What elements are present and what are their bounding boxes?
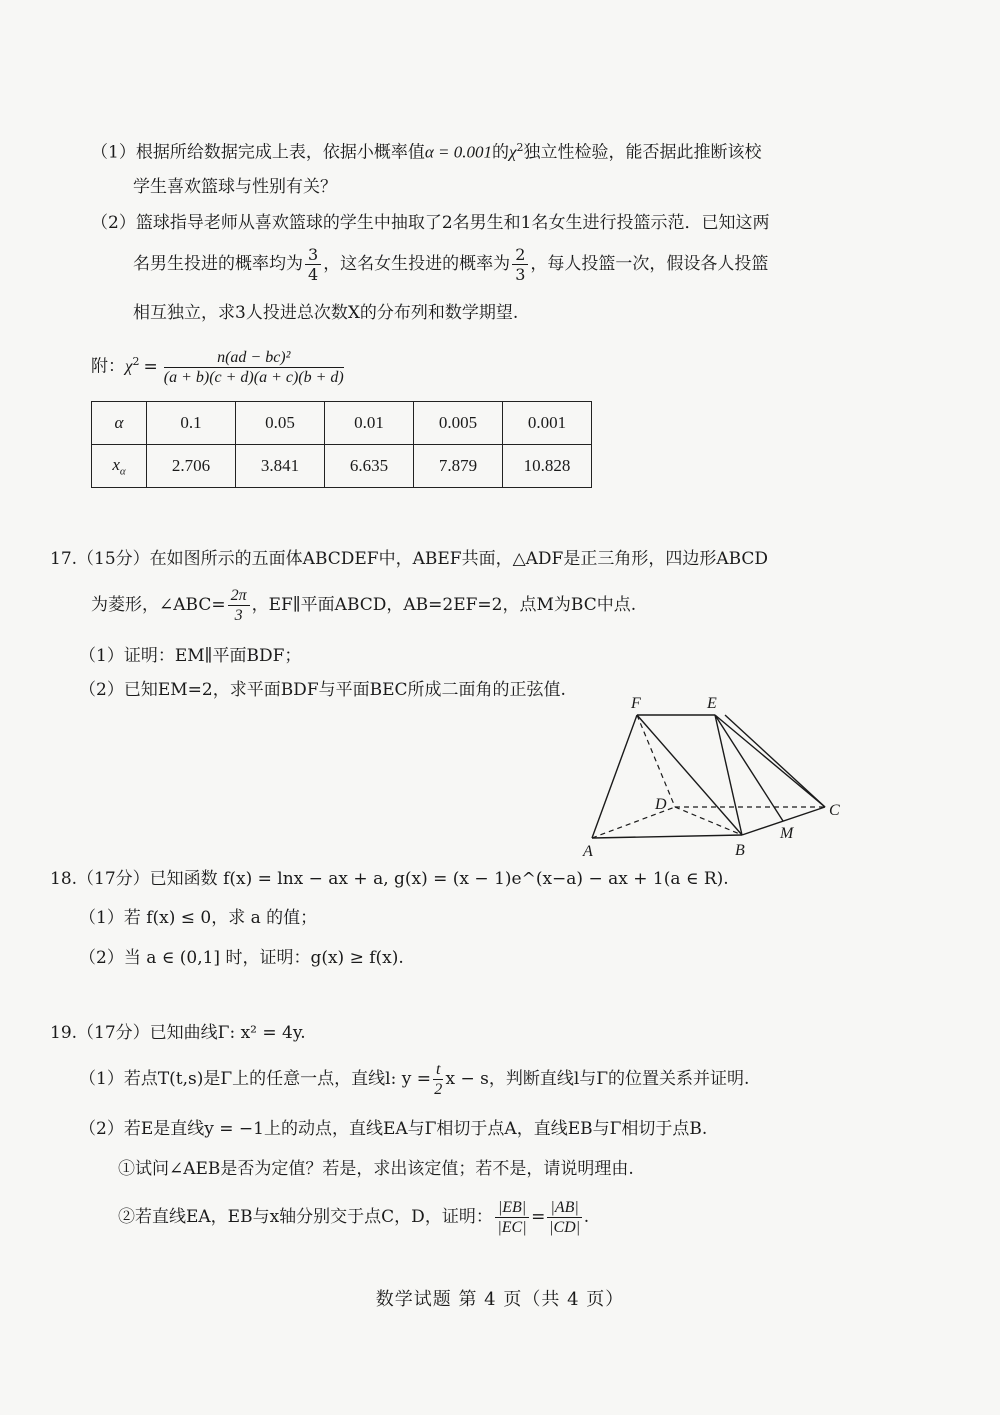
table-cell: 10.828 — [503, 445, 592, 488]
fraction-denominator: 2 — [434, 1081, 443, 1098]
q17-line2 — [91, 584, 636, 626]
formula-numerator: n(ad − bc)² — [164, 348, 344, 368]
q18-line1: 18.（17分）已知函数 f(x) = lnx − ax + a, g(x) = (x − 1)e^(x−a) − ax + 1(a ∈ R). — [50, 869, 729, 889]
q16-part2-text-b: ，这名女生投进的概率为 — [323, 254, 511, 274]
q19-part1 — [79, 1058, 749, 1100]
q16-alpha-value: α = 0.001 — [424, 142, 492, 162]
q16-part1-line2: 学生喜欢篮球与性别有关？ — [133, 177, 337, 197]
fraction-numerator: t — [433, 1060, 443, 1080]
q18-part1: （1）若 f(x) ≤ 0，求 a 的值； — [79, 908, 318, 928]
edge-EB — [715, 715, 742, 835]
edge-FD-hidden — [637, 715, 675, 807]
fraction-numerator: |EB| — [495, 1198, 529, 1218]
q19-fraction-eb-ec — [495, 1198, 529, 1237]
q16-part2-line2 — [133, 244, 768, 284]
edge-AB — [592, 835, 742, 838]
fraction-denominator: 3 — [515, 265, 526, 284]
fraction-denominator: 3 — [234, 607, 243, 624]
q19-fraction-t-2 — [433, 1060, 443, 1099]
formula-prefix: 附： — [91, 356, 125, 377]
q19-sub2 — [118, 1194, 589, 1240]
label-B: B — [735, 842, 745, 859]
q16-chi-symbol: χ — [508, 142, 517, 162]
table-cell: 6.635 — [325, 445, 414, 488]
table-row-alpha — [92, 402, 592, 445]
q19-part1-text-a: （1）若点T(t,s)是Γ上的任意一点，直线l: y = — [79, 1069, 431, 1089]
q17-part1: （1）证明：EM∥平面BDF； — [79, 646, 302, 666]
q19-sub2-equals: = — [531, 1207, 546, 1227]
q19-part2: （2）若E是直线y = −1上的动点，直线EA与Γ相切于点A，直线EB与Γ相切于点B. — [79, 1119, 708, 1139]
table-head-x-alpha — [92, 445, 147, 488]
q16-chi-sup: 2 — [516, 141, 524, 154]
q19-part1-text-b: x − s，判断直线l与Γ的位置关系并证明. — [445, 1069, 750, 1089]
formula-fraction — [164, 348, 344, 387]
q17-line1: 17.（15分）在如图所示的五面体ABCDEF中，ABEF共面，△ADF是正三角形，四边形ABCD — [50, 549, 769, 569]
label-F: F — [631, 695, 641, 712]
q16-chi-square-formula — [91, 340, 346, 389]
table-cell: 2.706 — [147, 445, 236, 488]
q19-sub2-end: . — [583, 1207, 590, 1227]
table-cell: 0.001 — [503, 402, 592, 445]
table-row-x-alpha — [92, 445, 592, 488]
table-cell: 0.01 — [325, 402, 414, 445]
formula-equals: = — [143, 356, 158, 377]
table-head-x-sub: α — [119, 465, 126, 478]
q16-fraction-3-4 — [305, 245, 321, 284]
edge-EC — [715, 715, 825, 807]
table-cell: 3.841 — [236, 445, 325, 488]
q17-text-a: 为菱形，∠ABC= — [91, 595, 226, 615]
q16-part1-text-c: 独立性检验，能否据此推断该校 — [523, 142, 762, 163]
table-cell: 0.005 — [414, 402, 503, 445]
table-cell: 0.05 — [236, 402, 325, 445]
q19-line1: 19.（17分）已知曲线Γ: x² = 4y. — [50, 1023, 306, 1043]
fraction-numerator: 2 — [512, 245, 528, 265]
label-M: M — [780, 825, 794, 842]
formula-chi-sup: 2 — [132, 355, 140, 368]
fraction-numerator: 3 — [305, 245, 321, 265]
formula-chi: χ — [125, 356, 133, 376]
fraction-denominator: 4 — [308, 265, 319, 284]
label-C: C — [829, 802, 840, 819]
q17-text-b: ，EF∥平面ABCD，AB=2EF=2，点M为BC中点. — [251, 595, 637, 615]
fraction-denominator: |EC| — [497, 1219, 527, 1236]
q19-sub2-text: ②若直线EA，EB与x轴分别交于点C，D，证明： — [118, 1207, 493, 1227]
q18-part2: （2）当 a ∈ (0,1] 时，证明：g(x) ≥ f(x). — [79, 948, 404, 968]
q16-part2-text-c: ，每人投篮一次，假设各人投篮 — [530, 254, 769, 274]
fraction-numerator: |AB| — [547, 1198, 581, 1218]
table-head-alpha: α — [92, 402, 147, 445]
label-D: D — [655, 796, 667, 813]
fraction-numerator: 2π — [228, 586, 250, 606]
edge-E2C — [725, 715, 825, 807]
q16-part2-line3: 相互独立，求3人投进总次数X的分布列和数学期望. — [133, 303, 519, 323]
fraction-denominator: |CD| — [549, 1219, 581, 1236]
edge-DB-hidden — [675, 807, 742, 835]
table-cell: 0.1 — [147, 402, 236, 445]
q16-part2-line1: （2）篮球指导老师从喜欢篮球的学生中抽取了2名男生和1名女生进行投篮示范．已知这两 — [91, 213, 770, 233]
q19-fraction-ab-cd — [547, 1198, 581, 1237]
q16-part1-line1 — [91, 137, 761, 164]
q19-sub1: ①试问∠AEB是否为定值？若是，求出该定值；若不是，请说明理由. — [118, 1159, 634, 1179]
table-cell: 7.879 — [414, 445, 503, 488]
q16-part1-text-a: （1）根据所给数据完成上表，依据小概率值 — [91, 142, 425, 163]
label-E: E — [707, 695, 717, 712]
formula-denominator: (a + b)(c + d)(a + c)(b + d) — [163, 368, 344, 386]
pentahedron-figure — [575, 690, 845, 860]
q17-fraction-2pi-3 — [228, 586, 250, 625]
edge-AF — [592, 715, 637, 838]
page-footer: 数学试题 第 4 页（共 4 页） — [375, 1289, 625, 1310]
q16-part1-text-b: 的 — [491, 142, 509, 163]
label-A: A — [583, 843, 593, 860]
q17-part2: （2）已知EM=2，求平面BDF与平面BEC所成二面角的正弦值. — [79, 680, 566, 700]
table-head-x: x — [112, 454, 120, 474]
q16-fraction-2-3 — [512, 245, 528, 284]
edge-EM — [715, 715, 783, 821]
q16-part2-text-a: 名男生投进的概率均为 — [133, 254, 303, 274]
critical-value-table — [91, 401, 592, 488]
